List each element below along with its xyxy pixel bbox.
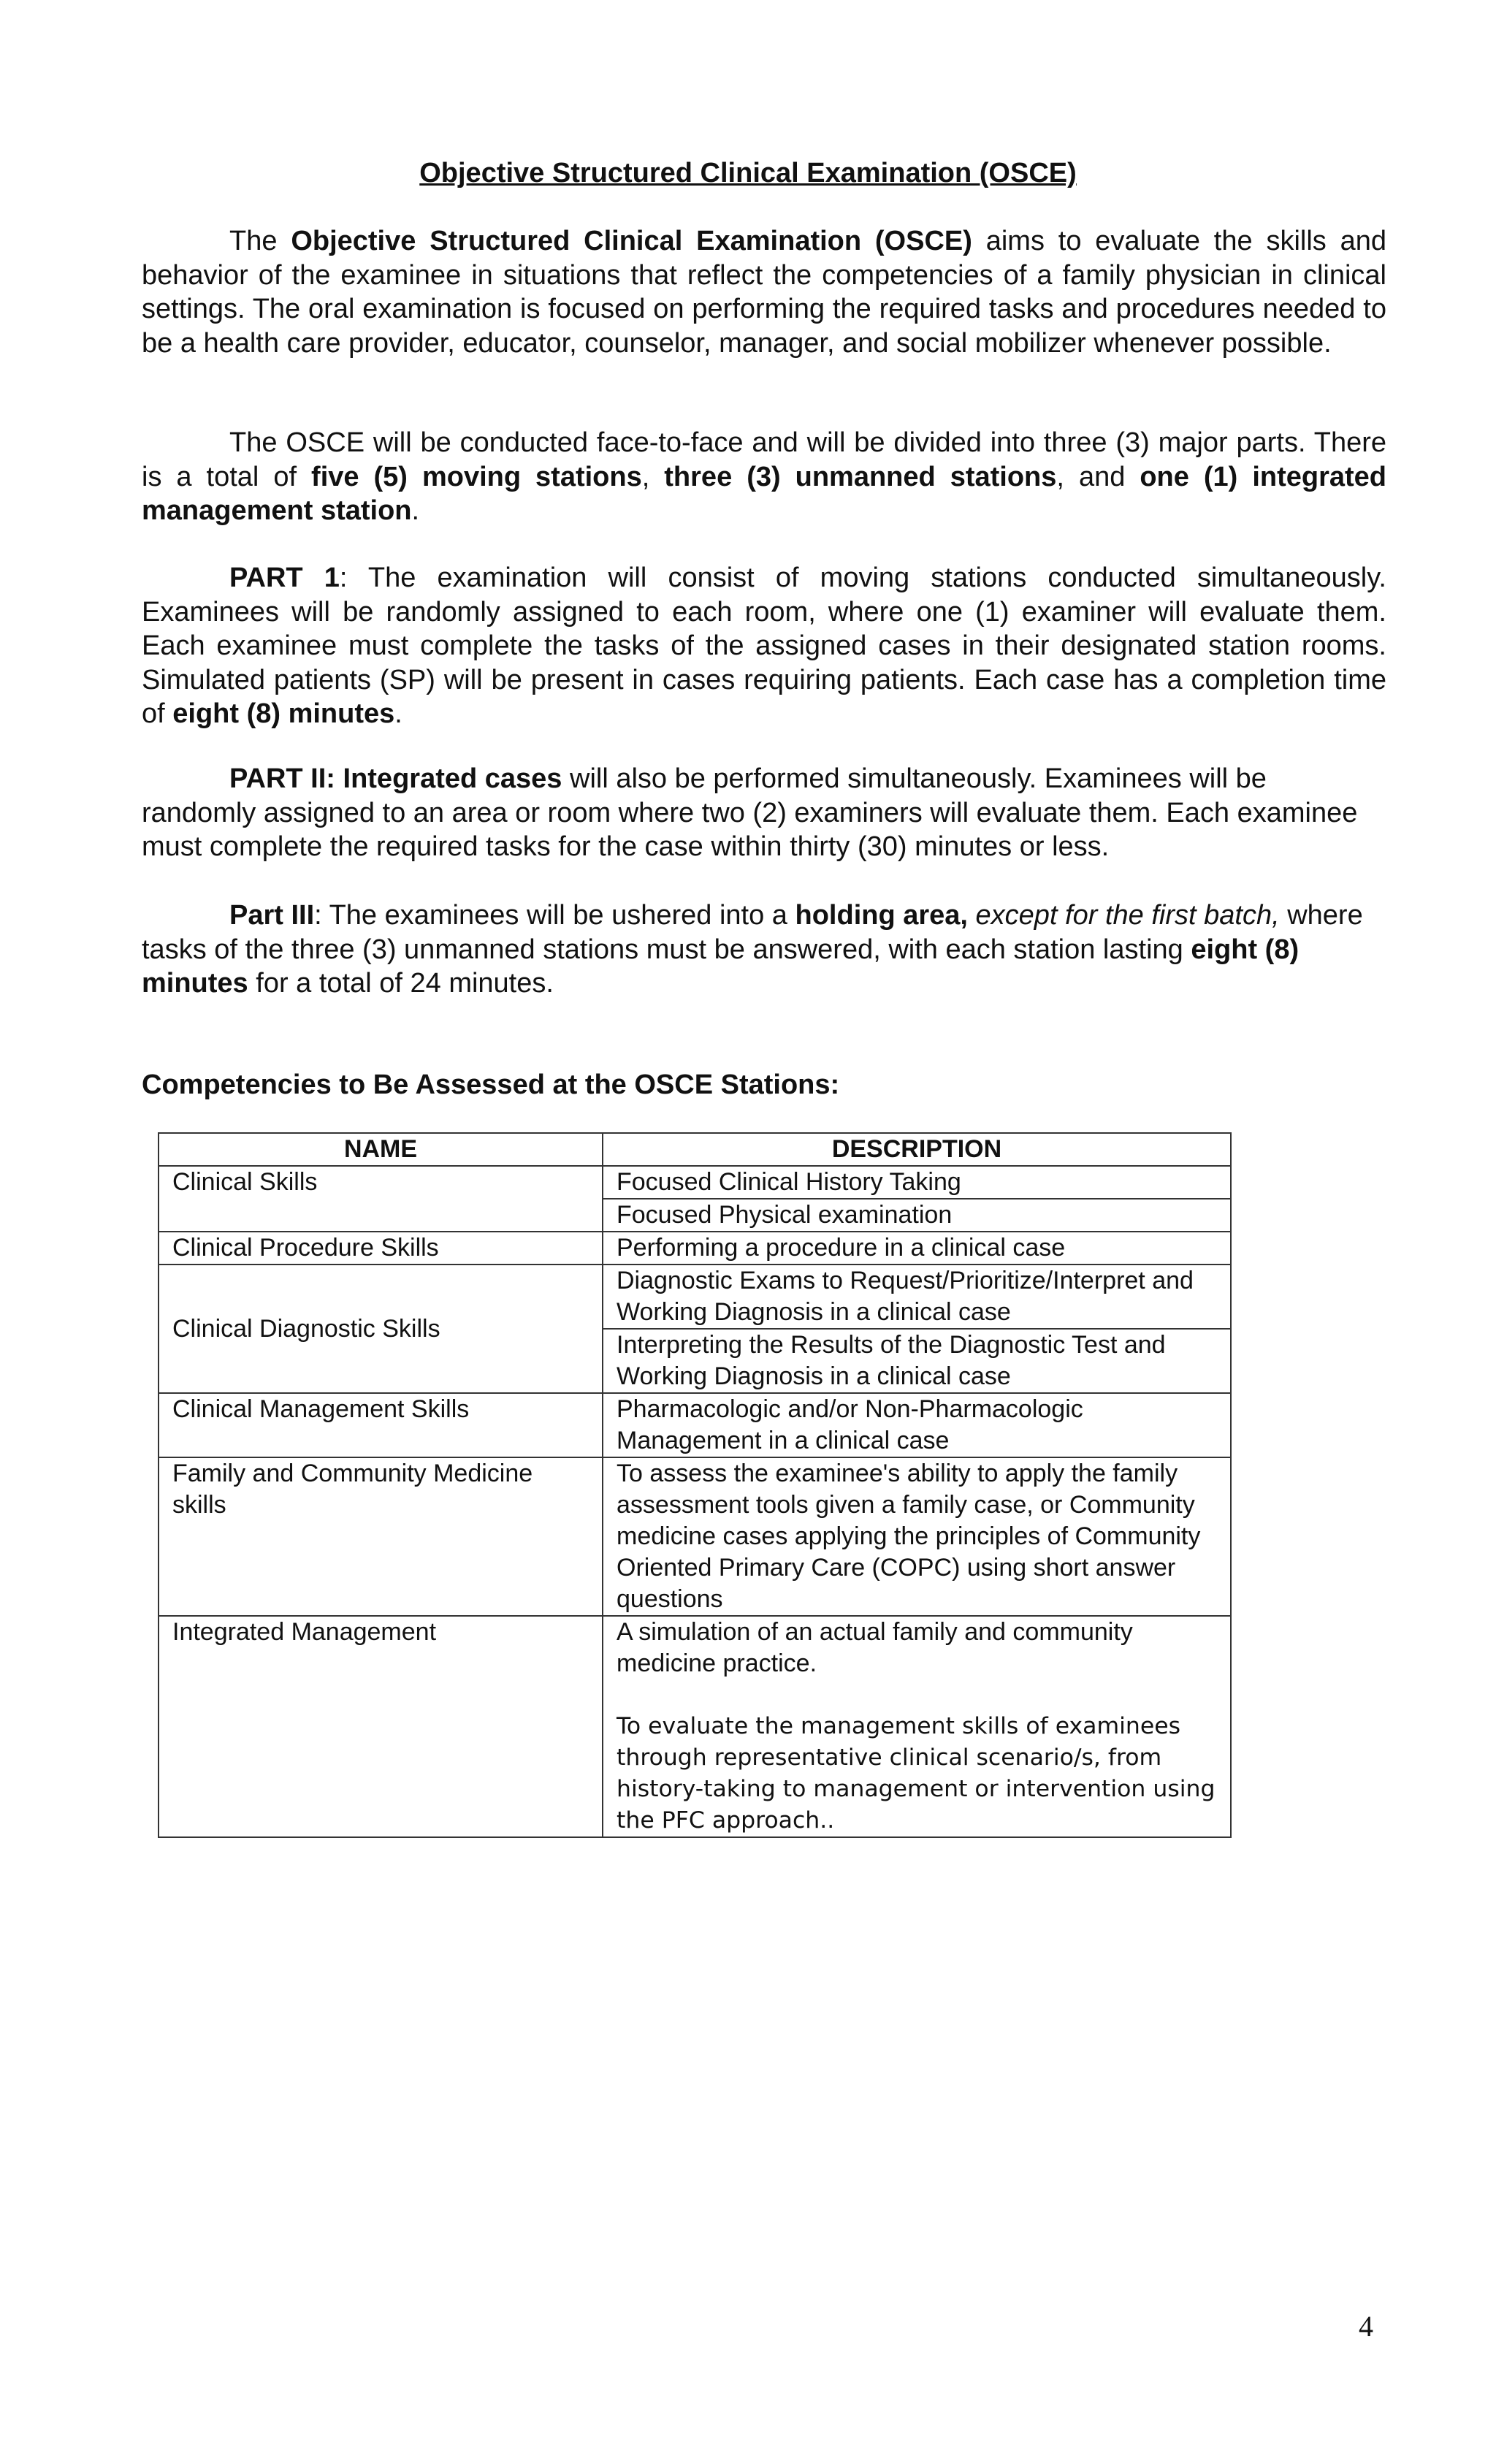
description-cell: Performing a procedure in a clinical case xyxy=(603,1232,1231,1265)
first-batch-note: except for the first batch, xyxy=(967,900,1280,931)
name-cell: Clinical Diagnostic Skills xyxy=(159,1265,603,1393)
table-row xyxy=(159,1232,1231,1265)
description-cell xyxy=(603,1616,1231,1837)
holding-area: holding area, xyxy=(795,900,968,931)
description-column-header: DESCRIPTION xyxy=(603,1133,1231,1166)
competencies-table xyxy=(158,1132,1232,1838)
part3-label: Part III xyxy=(229,900,315,931)
part1-paragraph: PART 1: The examination will consist of moving stations conducted simultaneously. Examinees will be randomly assigned to each room, where one (1) examiner will evaluate them. Each examinee must complete the tasks of the assigned cases in their designated station rooms. Simulated patients (SP) will be present in cases requiring patients. Each case has a completion time of eight (8) minutes. xyxy=(142,562,1386,729)
description-cell: To assess the examinee's ability to apply the family assessment tools given a family case, or Community medicine cases applying the principles of Community Oriented Primary Care (COPC) using short answer questions xyxy=(603,1457,1231,1616)
part3-paragraph: Part III: The examinees will be ushered into a holding area, except for the first batch, where tasks of the three (3) unmanned stations must be answered, with each station lasting eight (8) minutes for a total of 24 minutes. xyxy=(142,900,1363,999)
name-column-header: NAME xyxy=(159,1133,603,1166)
competencies-heading: Competencies to Be Assessed at the OSCE Stations: xyxy=(142,1069,840,1100)
name-cell: Integrated Management xyxy=(159,1616,603,1837)
description-cell: Pharmacologic and/or Non-Pharmacologic Management in a clinical case xyxy=(603,1393,1231,1457)
part2-label: PART II: Integrated cases xyxy=(229,763,562,794)
unmanned-stations: three (3) unmanned stations xyxy=(664,461,1057,492)
integrated-station: one (1) integrated management station xyxy=(142,461,1387,526)
table-row xyxy=(159,1166,1231,1199)
integrated-desc-1: A simulation of an actual family and community medicine practice. xyxy=(617,1618,1133,1677)
name-cell: Clinical Skills xyxy=(159,1166,603,1232)
osce-term: Objective Structured Clinical Examination (OSCE) xyxy=(291,226,972,256)
table-row xyxy=(159,1616,1231,1837)
part1-time: eight (8) minutes xyxy=(172,698,395,729)
description-cell: Focused Physical examination xyxy=(603,1199,1231,1232)
document-title: Objective Structured Clinical Examination (OSCE) xyxy=(419,158,1077,188)
part3-time: eight (8) minutes xyxy=(142,934,1300,999)
structure-paragraph: The OSCE will be conducted face-to-face and will be divided into three (3) major parts. There is a total of five (5) moving stations, three (3) unmanned stations, and one (1) integrated management station. xyxy=(142,427,1387,526)
table-header-row xyxy=(159,1133,1231,1166)
description-cell: Interpreting the Results of the Diagnostic Test and Working Diagnosis in a clinical case xyxy=(603,1329,1231,1393)
table-row xyxy=(159,1457,1231,1616)
part1-label: PART 1 xyxy=(229,562,340,593)
name-cell: Family and Community Medicine skills xyxy=(159,1457,603,1616)
moving-stations: five (5) moving stations xyxy=(311,461,642,492)
table-row xyxy=(159,1393,1231,1457)
part2-paragraph: PART II: Integrated cases will also be performed simultaneously. Examinees will be randomly assigned to an area or room where two (2) examiners will evaluate them. Each examinee must complete the required tasks for the case within thirty (30) minutes or less. xyxy=(142,763,1358,862)
name-cell: Clinical Management Skills xyxy=(159,1393,603,1457)
page-number: 4 xyxy=(1359,2310,1373,2343)
intro-paragraph: The Objective Structured Clinical Examination (OSCE) aims to evaluate the skills and behavior of the examinee in situations that reflect the competencies of a family physician in clinical settings. The oral examination is focused on performing the required tasks and procedures needed to be a health care provider, educator, counselor, manager, and social mobilizer whenever possible. xyxy=(142,226,1386,359)
table-row xyxy=(159,1265,1231,1329)
description-cell: Focused Clinical History Taking xyxy=(603,1166,1231,1199)
spacer xyxy=(617,1679,1217,1711)
name-cell: Clinical Procedure Skills xyxy=(159,1232,603,1265)
integrated-desc-2: To evaluate the management skills of examinees through representative clinical scenario/s, from history-taking to management or intervention using the PFC approach.. xyxy=(617,1713,1216,1834)
description-cell: Diagnostic Exams to Request/Prioritize/Interpret and Working Diagnosis in a clinical case xyxy=(603,1265,1231,1329)
